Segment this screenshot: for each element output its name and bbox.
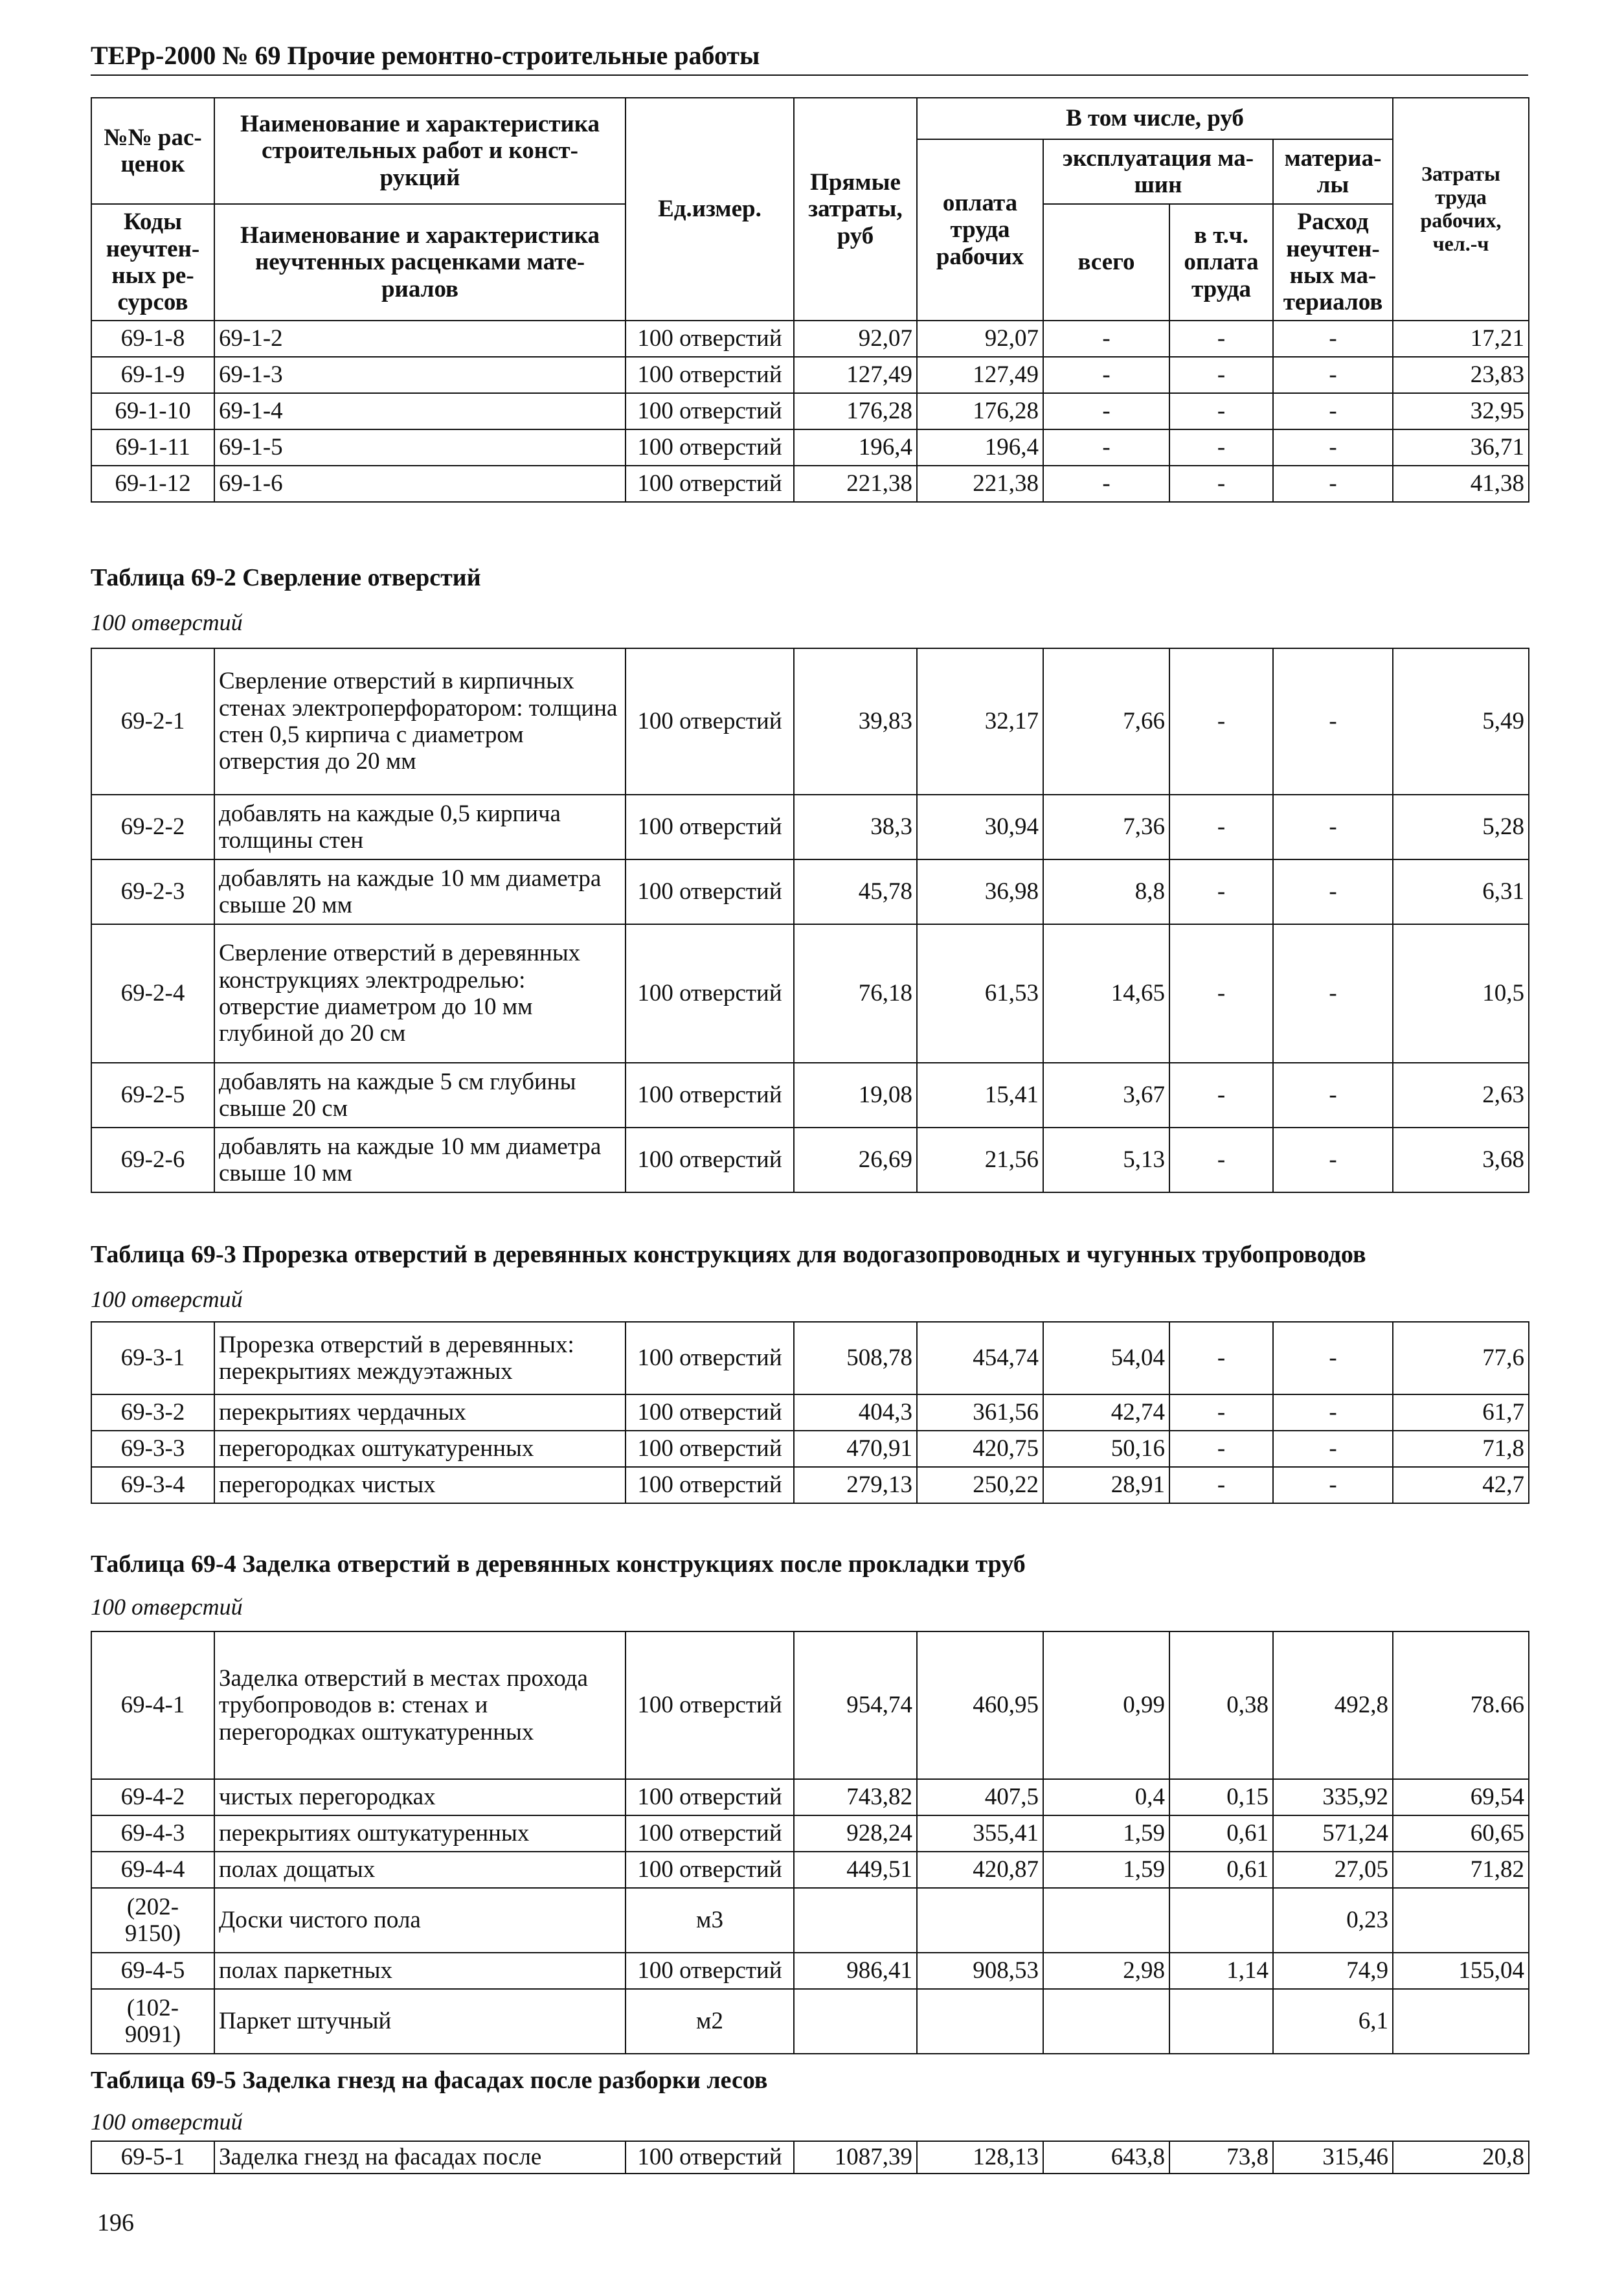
machines-labor-pay: 1,14	[1169, 1953, 1273, 1989]
work-name: 69-1-3	[214, 357, 626, 393]
unit: 100 отверстий	[626, 795, 794, 859]
header-materials: материа- лы	[1273, 139, 1393, 204]
materials: 315,46	[1273, 2141, 1393, 2174]
labor-hours	[1393, 1989, 1529, 2054]
labor-pay: 92,07	[917, 321, 1043, 357]
header-resource-codes: Коды неучтен- ных ре- сурсов	[91, 204, 214, 321]
header-machines-labor-pay: в т.ч. оплата труда	[1169, 204, 1273, 321]
unit: 100 отверстий	[626, 648, 794, 795]
work-name: добавлять на каждые 10 мм диаметра свыше 20 мм	[214, 859, 626, 924]
machines-labor-pay	[1169, 1888, 1273, 1953]
labor-hours: 61,7	[1393, 1394, 1529, 1431]
machines-labor-pay: -	[1169, 1128, 1273, 1192]
labor-pay: 221,38	[917, 466, 1043, 502]
table-caption: Таблица 69-3 Прорезка отверстий в деревянных конструкциях для водогазопроводных и чугунных трубопроводов	[91, 1241, 1366, 1268]
machines-labor-pay: 0,38	[1169, 1631, 1273, 1779]
rate-code: 69-3-3	[91, 1431, 214, 1467]
machines-total: 7,66	[1043, 648, 1169, 795]
machines-total: -	[1043, 321, 1169, 357]
machines-total	[1043, 1888, 1169, 1953]
labor-pay: 908,53	[917, 1953, 1043, 1989]
direct-costs: 508,78	[794, 1322, 917, 1394]
table-row	[91, 1953, 1529, 1989]
materials: -	[1273, 1063, 1393, 1128]
machines-total: 2,98	[1043, 1953, 1169, 1989]
labor-pay: 21,56	[917, 1128, 1043, 1192]
rate-code: 69-4-4	[91, 1852, 214, 1888]
machines-labor-pay: -	[1169, 393, 1273, 429]
machines-labor-pay: -	[1169, 321, 1273, 357]
work-name: 69-1-5	[214, 429, 626, 466]
machines-labor-pay: 0,61	[1169, 1815, 1273, 1852]
labor-hours: 17,21	[1393, 321, 1529, 357]
work-name: полах дощатых	[214, 1852, 626, 1888]
machines-total: 0,99	[1043, 1631, 1169, 1779]
work-name: перегородках оштукатуренных	[214, 1431, 626, 1467]
table-row	[91, 1431, 1529, 1467]
direct-costs: 954,74	[794, 1631, 917, 1779]
machines-total: 0,4	[1043, 1779, 1169, 1815]
labor-hours: 41,38	[1393, 466, 1529, 502]
machines-labor-pay: 73,8	[1169, 2141, 1273, 2174]
materials: -	[1273, 393, 1393, 429]
materials: -	[1273, 795, 1393, 859]
rates-table-69-2	[91, 648, 1529, 1193]
unit: 100 отверстий	[626, 393, 794, 429]
work-name: 69-1-2	[214, 321, 626, 357]
machines-total: 42,74	[1043, 1394, 1169, 1431]
direct-costs: 196,4	[794, 429, 917, 466]
labor-hours: 78.66	[1393, 1631, 1529, 1779]
labor-pay: 61,53	[917, 924, 1043, 1063]
labor-hours: 5,49	[1393, 648, 1529, 795]
rates-table-69-5	[91, 2141, 1529, 2174]
header-labor-pay: оплата труда рабочих	[917, 139, 1043, 321]
table-row	[91, 1394, 1529, 1431]
material-name: Паркет штучный	[214, 1989, 626, 2054]
machines-total: 643,8	[1043, 2141, 1169, 2174]
table-row	[91, 1852, 1529, 1888]
work-name: добавлять на каждые 0,5 кирпича толщины стен	[214, 795, 626, 859]
direct-costs: 45,78	[794, 859, 917, 924]
labor-pay: 420,87	[917, 1852, 1043, 1888]
table-row	[91, 1467, 1529, 1503]
work-name: Прорезка отверстий в деревянных: перекрытиях междуэтажных	[214, 1322, 626, 1394]
unit: 100 отверстий	[626, 1779, 794, 1815]
machines-labor-pay: -	[1169, 1322, 1273, 1394]
work-name: Заделка гнезд на фасадах после	[214, 2141, 626, 2174]
table-row	[91, 321, 1529, 357]
unit: 100 отверстий	[626, 466, 794, 502]
table-row	[91, 2141, 1529, 2174]
machines-total: 3,67	[1043, 1063, 1169, 1128]
unit: 100 отверстий	[626, 357, 794, 393]
unit: 100 отверстий	[626, 1467, 794, 1503]
labor-pay: 355,41	[917, 1815, 1043, 1852]
rate-code: 69-4-1	[91, 1631, 214, 1779]
materials: -	[1273, 1128, 1393, 1192]
direct-costs: 449,51	[794, 1852, 917, 1888]
materials: -	[1273, 859, 1393, 924]
machines-labor-pay: -	[1169, 429, 1273, 466]
rate-code: 69-5-1	[91, 2141, 214, 2174]
labor-pay: 460,95	[917, 1631, 1043, 1779]
resource-code: (102- 9091)	[91, 1989, 214, 2054]
unit-note: 100 отверстий	[91, 1594, 243, 1620]
labor-hours: 6,31	[1393, 859, 1529, 924]
machines-total: 8,8	[1043, 859, 1169, 924]
rate-code: 69-2-5	[91, 1063, 214, 1128]
header-machines: эксплуатация ма- шин	[1043, 139, 1273, 204]
labor-pay: 407,5	[917, 1779, 1043, 1815]
header-machines-total: всего	[1043, 204, 1169, 321]
materials: 335,92	[1273, 1779, 1393, 1815]
machines-total: 54,04	[1043, 1322, 1169, 1394]
table-caption: Таблица 69-5 Заделка гнезд на фасадах после разборки лесов	[91, 2067, 768, 2094]
materials: -	[1273, 924, 1393, 1063]
labor-hours	[1393, 1888, 1529, 1953]
rate-code: 69-1-9	[91, 357, 214, 393]
rate-code: 69-4-5	[91, 1953, 214, 1989]
labor-pay: 196,4	[917, 429, 1043, 466]
work-name: Сверление отверстий в деревянных конструкциях электродрелью: отверстие диаметром до 10 мм глубиной до 20 см	[214, 924, 626, 1063]
table-row	[91, 648, 1529, 795]
table-row	[91, 1128, 1529, 1192]
unit: 100 отверстий	[626, 1322, 794, 1394]
materials: -	[1273, 648, 1393, 795]
materials: -	[1273, 357, 1393, 393]
unit: 100 отверстий	[626, 1431, 794, 1467]
materials: -	[1273, 429, 1393, 466]
labor-pay: 32,17	[917, 648, 1043, 795]
materials: -	[1273, 321, 1393, 357]
rate-code: 69-2-6	[91, 1128, 214, 1192]
direct-costs: 279,13	[794, 1467, 917, 1503]
labor-pay: 454,74	[917, 1322, 1043, 1394]
work-name: 69-1-4	[214, 393, 626, 429]
direct-costs: 986,41	[794, 1953, 917, 1989]
machines-total: 28,91	[1043, 1467, 1169, 1503]
unit: м2	[626, 1989, 794, 2054]
rate-code: 69-2-4	[91, 924, 214, 1063]
labor-pay: 36,98	[917, 859, 1043, 924]
rate-code: 69-4-2	[91, 1779, 214, 1815]
labor-hours: 69,54	[1393, 1779, 1529, 1815]
header-material-usage: Расход неучтен- ных ма- териалов	[1273, 204, 1393, 321]
direct-costs: 1087,39	[794, 2141, 917, 2174]
materials: -	[1273, 1322, 1393, 1394]
materials: -	[1273, 1431, 1393, 1467]
unit: 100 отверстий	[626, 859, 794, 924]
labor-hours: 36,71	[1393, 429, 1529, 466]
machines-labor-pay: -	[1169, 1063, 1273, 1128]
labor-pay	[917, 1888, 1043, 1953]
direct-costs: 127,49	[794, 357, 917, 393]
rate-code: 69-4-3	[91, 1815, 214, 1852]
material-name: Доски чистого пола	[214, 1888, 626, 1953]
rate-code: 69-2-3	[91, 859, 214, 924]
table-row	[91, 393, 1529, 429]
labor-pay: 176,28	[917, 393, 1043, 429]
unit: 100 отверстий	[626, 924, 794, 1063]
rate-code: 69-3-4	[91, 1467, 214, 1503]
table-row	[91, 466, 1529, 502]
labor-hours: 10,5	[1393, 924, 1529, 1063]
unit: 100 отверстий	[626, 1063, 794, 1128]
machines-total: 14,65	[1043, 924, 1169, 1063]
machines-total	[1043, 1989, 1169, 2054]
labor-hours: 42,7	[1393, 1467, 1529, 1503]
rate-code: 69-1-11	[91, 429, 214, 466]
direct-costs: 404,3	[794, 1394, 917, 1431]
unit: 100 отверстий	[626, 1128, 794, 1192]
materials: -	[1273, 1467, 1393, 1503]
machines-labor-pay: -	[1169, 357, 1273, 393]
labor-pay: 361,56	[917, 1394, 1043, 1431]
unit: 100 отверстий	[626, 1631, 794, 1779]
labor-hours: 71,8	[1393, 1431, 1529, 1467]
table-row	[91, 1631, 1529, 1779]
labor-hours: 3,68	[1393, 1128, 1529, 1192]
labor-pay: 30,94	[917, 795, 1043, 859]
table-caption: Таблица 69-2 Сверление отверстий	[91, 564, 481, 591]
work-name: Сверление отверстий в кирпичных стенах электроперфоратором: толщина стен 0,5 кирпича с диаметром отверстия до 20 мм	[214, 648, 626, 795]
table-row	[91, 1815, 1529, 1852]
header-work-name: Наименование и характеристика строительных работ и конст- рукций	[214, 98, 626, 204]
machines-total: -	[1043, 357, 1169, 393]
labor-hours: 20,8	[1393, 2141, 1529, 2174]
labor-pay: 128,13	[917, 2141, 1043, 2174]
table-row	[91, 1063, 1529, 1128]
direct-costs: 19,08	[794, 1063, 917, 1128]
resource-code: (202- 9150)	[91, 1888, 214, 1953]
machines-labor-pay: -	[1169, 859, 1273, 924]
machines-labor-pay	[1169, 1989, 1273, 2054]
materials: 27,05	[1273, 1852, 1393, 1888]
machines-total: -	[1043, 393, 1169, 429]
labor-hours: 71,82	[1393, 1852, 1529, 1888]
material-usage: 6,1	[1273, 1989, 1393, 2054]
material-usage: 0,23	[1273, 1888, 1393, 1953]
direct-costs: 39,83	[794, 648, 917, 795]
machines-total: -	[1043, 466, 1169, 502]
direct-costs: 92,07	[794, 321, 917, 357]
unit: 100 отверстий	[626, 2141, 794, 2174]
labor-pay: 250,22	[917, 1467, 1043, 1503]
unit-note: 100 отверстий	[91, 2109, 243, 2135]
table-caption: Таблица 69-4 Заделка отверстий в деревянных конструкциях после прокладки труб	[91, 1550, 1026, 1578]
machines-labor-pay: -	[1169, 795, 1273, 859]
table-row	[91, 357, 1529, 393]
table-row	[91, 1989, 1529, 2054]
table-row	[91, 1779, 1529, 1815]
work-name: перекрытиях чердачных	[214, 1394, 626, 1431]
header-material-name: Наименование и характеристика неучтенных расценками мате- риалов	[214, 204, 626, 321]
header-unit: Ед.измер.	[626, 98, 794, 321]
materials: 492,8	[1273, 1631, 1393, 1779]
machines-labor-pay: -	[1169, 1431, 1273, 1467]
labor-hours: 60,65	[1393, 1815, 1529, 1852]
labor-hours: 23,83	[1393, 357, 1529, 393]
unit: 100 отверстий	[626, 1815, 794, 1852]
table-row	[91, 924, 1529, 1063]
machines-labor-pay: 0,15	[1169, 1779, 1273, 1815]
machines-labor-pay: -	[1169, 1467, 1273, 1503]
rate-code: 69-1-8	[91, 321, 214, 357]
machines-total: 5,13	[1043, 1128, 1169, 1192]
unit-note: 100 отверстий	[91, 609, 243, 635]
materials: 571,24	[1273, 1815, 1393, 1852]
direct-costs: 470,91	[794, 1431, 917, 1467]
direct-costs: 221,38	[794, 466, 917, 502]
labor-pay: 15,41	[917, 1063, 1043, 1128]
unit: 100 отверстий	[626, 429, 794, 466]
rate-code: 69-3-1	[91, 1322, 214, 1394]
work-name: Заделка отверстий в местах прохода трубопроводов в: стенах и перегородках оштукатуренных	[214, 1631, 626, 1779]
rate-code: 69-1-10	[91, 393, 214, 429]
machines-labor-pay: 0,61	[1169, 1852, 1273, 1888]
work-name: добавлять на каждые 10 мм диаметра свыше 10 мм	[214, 1128, 626, 1192]
header-rate-number: №№ рас- ценок	[91, 98, 214, 204]
labor-hours: 77,6	[1393, 1322, 1529, 1394]
unit: 100 отверстий	[626, 1394, 794, 1431]
rate-code: 69-2-2	[91, 795, 214, 859]
work-name: 69-1-6	[214, 466, 626, 502]
work-name: перегородках чистых	[214, 1467, 626, 1503]
header-including: В том числе, руб	[917, 98, 1393, 139]
machines-total: 50,16	[1043, 1431, 1169, 1467]
machines-total: 1,59	[1043, 1815, 1169, 1852]
machines-labor-pay: -	[1169, 466, 1273, 502]
direct-costs: 76,18	[794, 924, 917, 1063]
header-labor-hours: Затраты труда рабочих, чел.-ч	[1393, 98, 1529, 321]
labor-pay: 127,49	[917, 357, 1043, 393]
machines-labor-pay: -	[1169, 924, 1273, 1063]
table-row	[91, 1322, 1529, 1394]
direct-costs: 26,69	[794, 1128, 917, 1192]
direct-costs: 176,28	[794, 393, 917, 429]
rates-table-69-3	[91, 1321, 1529, 1504]
rate-code: 69-1-12	[91, 466, 214, 502]
page-header: ТЕРр-2000 № 69 Прочие ремонтно-строительные работы	[91, 40, 1528, 76]
materials: -	[1273, 466, 1393, 502]
materials: 74,9	[1273, 1953, 1393, 1989]
labor-hours: 5,28	[1393, 795, 1529, 859]
unit: 100 отверстий	[626, 321, 794, 357]
unit-note: 100 отверстий	[91, 1286, 243, 1312]
machines-total: -	[1043, 429, 1169, 466]
unit: 100 отверстий	[626, 1953, 794, 1989]
direct-costs	[794, 1888, 917, 1953]
rate-code: 69-2-1	[91, 648, 214, 795]
direct-costs: 928,24	[794, 1815, 917, 1852]
machines-total: 1,59	[1043, 1852, 1169, 1888]
unit: 100 отверстий	[626, 1852, 794, 1888]
header-direct-costs: Прямые затраты, руб	[794, 98, 917, 321]
rates-table-69-1	[91, 97, 1529, 503]
machines-total: 7,36	[1043, 795, 1169, 859]
unit: м3	[626, 1888, 794, 1953]
machines-labor-pay: -	[1169, 648, 1273, 795]
work-name: чистых перегородках	[214, 1779, 626, 1815]
direct-costs: 743,82	[794, 1779, 917, 1815]
table-row	[91, 1888, 1529, 1953]
direct-costs: 38,3	[794, 795, 917, 859]
labor-hours: 155,04	[1393, 1953, 1529, 1989]
table-row	[91, 429, 1529, 466]
work-name: перекрытиях оштукатуренных	[214, 1815, 626, 1852]
machines-labor-pay: -	[1169, 1394, 1273, 1431]
labor-hours: 32,95	[1393, 393, 1529, 429]
table-row	[91, 859, 1529, 924]
work-name: добавлять на каждые 5 см глубины свыше 20 см	[214, 1063, 626, 1128]
materials: -	[1273, 1394, 1393, 1431]
rate-code: 69-3-2	[91, 1394, 214, 1431]
work-name: полах паркетных	[214, 1953, 626, 1989]
direct-costs	[794, 1989, 917, 2054]
rates-table-69-4	[91, 1631, 1529, 2054]
labor-pay: 420,75	[917, 1431, 1043, 1467]
labor-hours: 2,63	[1393, 1063, 1529, 1128]
table-row	[91, 795, 1529, 859]
page-number: 196	[97, 2209, 134, 2236]
labor-pay	[917, 1989, 1043, 2054]
